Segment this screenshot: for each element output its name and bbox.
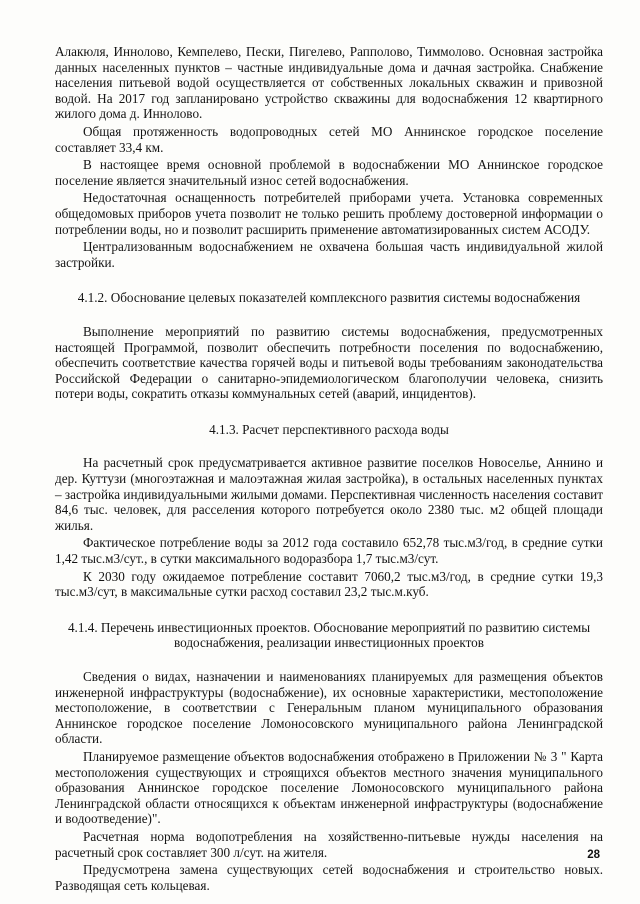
paragraph-414-2: Планируемое размещение объектов водоснабжения отображено в Приложении № 3 " Карта местоположения существующих и строящихся объектов местного значения муниципального образования Аннинское городское поселение Ломоносовского муниципального района Ленинградской области относящихся к объектам инженерной инфраструктуры (водоснабжение и водоотведение)". xyxy=(55,748,603,827)
paragraph-413-1: На расчетный срок предусматривается активное развитие поселков Новоселье, Аннино и дер. Куттузи (многоэтажная и малоэтажная жилая застройка), в остальных населенных пунктах – застройка индивидуальными жилыми домами. Перспективная численность населения составит 84,6 тыс. человек, для расселения которого потребуется около 2380 тыс. м2 общей площади жилья. xyxy=(55,455,603,533)
paragraph-intro-1: Алакюля, Иннолово, Кемпелево, Пески, Пигелево, Рапполово, Тиммолово. Основная застройка данных населенных пунктов – частные индивидуальные дома и дачная застройка. Снабжение населения питьевой водой осуществляется от собственных локальных скважин и привозной водой. На 2017 год запланировано устройство скважины для водоснабжения 12 квартирного жилого дома д. Иннолово. xyxy=(55,44,603,122)
paragraph-414-3: Расчетная норма водопотребления на хозяйственно-питьевые нужды населения на расчетный срок составляет 300 л/сут. на жителя. xyxy=(55,828,603,860)
paragraph-intro-2: Общая протяженность водопроводных сетей МО Аннинское городское поселение составляет 33,4 км. xyxy=(55,123,603,155)
page-number: 28 xyxy=(587,849,600,861)
paragraph-413-3: К 2030 году ожидаемое потребление составит 7060,2 тыс.м3/год, в средние сутки 19,3 тыс.м3/сут, в максимальные сутки расход составил 23,2 тыс.м.куб. xyxy=(55,568,603,600)
section-heading-4-1-2: 4.1.2. Обоснование целевых показателей комплексного развития системы водоснабжения xyxy=(77,290,581,306)
paragraph-412-1: Выполнение мероприятий по развитию системы водоснабжения, предусмотренных настоящей Программой, позволит обеспечить потребности поселения по водоснабжению, обеспечить соответствие качества горячей воды и питьевой воды требованиям законодательства Российской Федерации о санитарно-эпидемиологическом благополучии человека, снизить потери воды, сократить отказы коммунальных сетей (аварий, инцидентов). xyxy=(55,323,603,402)
paragraph-intro-4: Недостаточная оснащенность потребителей приборами учета. Установка современных общедомовых приборов учета позволит не только решить проблему достоверной информации о потреблении воды, но и позволит расширить применение автоматизированных систем АСОДУ. xyxy=(55,190,603,237)
section-heading-4-1-3: 4.1.3. Расчет перспективного расхода воды xyxy=(209,421,449,437)
paragraph-414-4: Предусмотрена замена существующих сетей водоснабжения и строительство новых. Разводящая сеть кольцевая. xyxy=(55,862,603,893)
section-heading-4-1-4-line2: водоснабжения, реализации инвестиционных проектов xyxy=(173,635,485,651)
section-heading-4-1-4-line1: 4.1.4. Перечень инвестиционных проектов. Обоснование мероприятий по развитию системы xyxy=(67,619,591,635)
section-heading-4-1-4 xyxy=(55,620,603,651)
paragraph-413-2: Фактическое потребление воды за 2012 года составило 652,78 тыс.м3/год, в средние сутки 1,42 тыс.м3/сут., в сутки максимального водоразбора 1,7 тыс.м3/сут. xyxy=(55,535,603,567)
paragraph-intro-5: Централизованным водоснабжением не охвачена большая часть индивидуальной жилой застройки. xyxy=(55,239,603,270)
paragraph-intro-3: В настоящее время основной проблемой в водоснабжении МО Аннинское городское поселение является значительный износ сетей водоснабжения. xyxy=(55,157,603,188)
paragraph-414-1: Сведения о видах, назначении и наименованиях планируемых для размещения объектов инженерной инфраструктуры (водоснабжение), их основные характеристики, местоположение местоположение, в соответствии с Генеральным планом муниципального образования Аннинское городское поселение Ломоносовского муниципального района Ленинградской области. xyxy=(55,669,603,747)
page-body xyxy=(55,44,603,895)
